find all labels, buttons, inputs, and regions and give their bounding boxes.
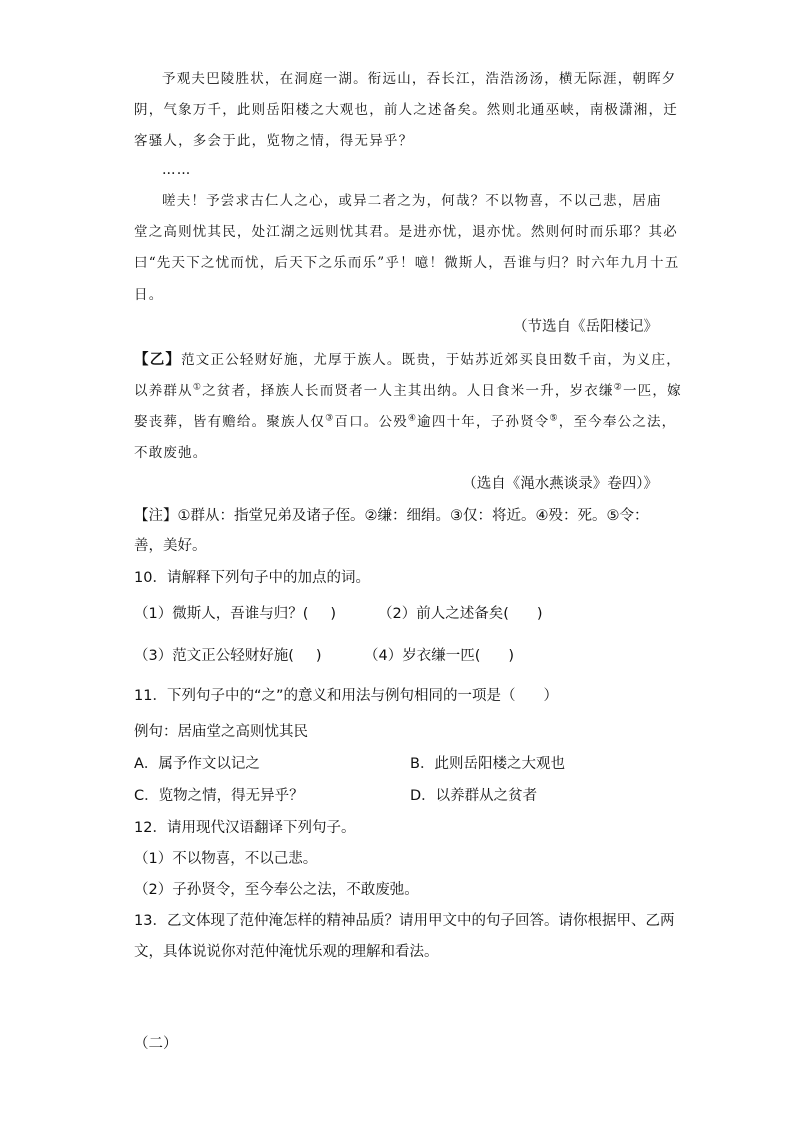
footnote-mark-3: ③ [325, 413, 335, 424]
question-11-option-d[interactable]: D．以养群从之贫者 [410, 788, 538, 804]
passage-jia-ellipsis: …… [162, 162, 192, 178]
passage-yi-text-3c: 逾四十年，子孙贤令 [417, 414, 550, 430]
question-11-option-a[interactable]: A．属予作文以记之 [134, 756, 260, 772]
question-10-item-3 [134, 646, 322, 666]
passage-jia-line-7: 日。 [134, 287, 164, 303]
question-12-item-1: （1）不以物喜，不以己悲。 [134, 851, 318, 867]
footnote-mark-5: ⑤ [549, 413, 559, 424]
question-10-item-2-close: ) [536, 606, 543, 622]
passage-jia-line-3: 客骚人，多会于此，览物之情，得无异乎？ [134, 133, 414, 149]
question-10-item-2-text: （2）前人之述备矣( [378, 606, 509, 622]
notes-line-2: 善，美好。 [134, 538, 207, 554]
footnote-mark-1: ① [192, 382, 203, 393]
passage-yi-text-3d: ，至今奉公之法， [558, 414, 677, 430]
passage-yi-line-4: 不敢废弛。 [134, 445, 208, 461]
notes-line-1: 【注】①群从：指堂兄弟及诸子侄。②缣：细绢。③仅：将近。④殁：死。⑤令： [134, 508, 649, 524]
question-10-item-1-close: ) [330, 606, 337, 622]
question-11-stem-text: 11．下列句子中的“之”的意义和用法与例句相同的一项是（ [134, 688, 516, 704]
question-12-stem: 12．请用现代汉语翻译下列句子。 [134, 820, 356, 836]
passage-jia-source: （节选自《岳阳楼记》 [513, 319, 658, 335]
question-13-line-1: 13．乙文体现了范仲淹怎样的精神品质？请用甲文中的句子回答。请你根据甲、乙两 [134, 913, 675, 929]
passage-yi-line-1 [134, 350, 681, 370]
passage-yi-source: （选自《渑水燕谈录》卷四）》 [462, 476, 658, 492]
passage-yi-text-3a: 娶丧葬，皆有赡给。聚族人仅 [134, 414, 326, 430]
passage-jia-line-2: 阴，气象万千，此则岳阳楼之大观也，前人之述备矣。然则北通巫峡，南极潇湘，迁 [134, 102, 678, 118]
passage-jia-line-4: 嗟夫！予尝求古仁人之心，或异二者之为，何哉？不以物喜，不以己悲，居庙 [162, 193, 662, 209]
question-11-stem-close: ） [543, 688, 558, 704]
passage-yi-text-1: 范文正公轻财好施，尤厚于族人。既贵，于姑苏近郊买良田数千亩，为义庄， [181, 352, 681, 368]
footnote-mark-4: ④ [407, 413, 418, 424]
passage-yi-label: 【乙】 [134, 352, 182, 368]
passage-yi-text-3b: 百口。公殁 [334, 414, 408, 430]
question-10-item-1 [134, 604, 336, 624]
question-11-stem [134, 686, 558, 706]
question-10-item-3-text: （3）范文正公轻财好施( [134, 648, 294, 664]
footnote-mark-2: ② [613, 382, 623, 393]
passage-jia-line-5: 堂之高则忧其民，处江湖之远则忧其君。是进亦忧，退亦忧。然则何时而乐耶？其必 [134, 224, 678, 240]
question-10-item-4 [364, 646, 514, 666]
section-heading: （二） [134, 1036, 178, 1052]
question-10-item-2 [378, 604, 543, 624]
question-10-stem: 10．请解释下列句子中的加点的词。 [134, 570, 370, 586]
question-11-example: 例句：居庙堂之高则忧其民 [134, 724, 308, 740]
passage-yi-text-2a: 以养群从 [134, 383, 193, 399]
question-10-item-4-text: （4）岁衣缣一匹( [364, 648, 481, 664]
question-11-option-c[interactable]: C．览物之情，得无异乎？ [134, 788, 304, 804]
passage-jia-line-1: 予观夫巴陵胜状，在洞庭一湖。衔远山，吞长江，浩浩汤汤，横无际涯，朝晖夕 [162, 71, 677, 87]
question-11-option-b[interactable]: B．此则岳阳楼之大观也 [410, 756, 565, 772]
passage-yi-line-3 [134, 412, 676, 432]
passage-yi-text-2c: 一匹，嫁 [622, 383, 682, 399]
question-13-line-2: 文，具体说说你对范仲淹忧乐观的理解和看法。 [134, 944, 439, 960]
question-10-item-4-close: ) [508, 648, 515, 664]
question-10-item-1-text: （1）微斯人，吾谁与归？( [134, 606, 309, 622]
passage-yi-line-2 [134, 381, 682, 401]
question-10-item-3-close: ) [315, 648, 322, 664]
question-12-item-2: （2）子孙贤令，至今奉公之法，不敢废弛。 [134, 882, 419, 898]
passage-jia-line-6: 曰“先天下之忧而忧，后天下之乐而乐”乎！噫！微斯人，吾谁与归？时六年九月十五 [134, 255, 680, 271]
passage-yi-text-2b: 之贫者，择族人长而贤者一人主其出纳。人日食米一升，岁衣缣 [202, 383, 614, 399]
